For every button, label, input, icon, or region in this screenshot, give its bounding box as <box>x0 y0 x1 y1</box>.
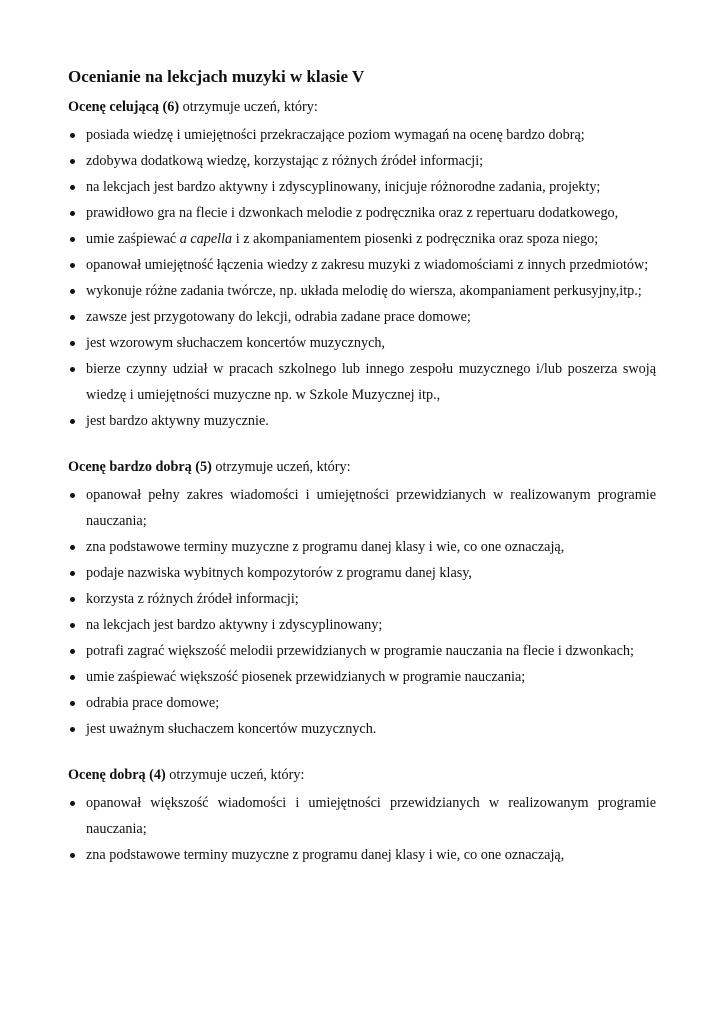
criteria-list <box>68 122 656 434</box>
grade-section-celujaca <box>68 96 656 434</box>
list-item: potrafi zagrać większość melodii przewidzianych w programie nauczania na flecie i dzwonkach; <box>68 638 656 664</box>
document-title: Ocenianie na lekcjach muzyki w klasie V <box>68 67 365 86</box>
section-heading-text: otrzymuje uczeń, który: <box>211 459 351 475</box>
list-item: na lekcjach jest bardzo aktywny i zdyscyplinowany, inicjuje różnorodne zadania, projekty; <box>68 174 656 200</box>
list-item-text: umie zaśpiewać <box>86 231 180 247</box>
list-item: bierze czynny udział w pracach szkolnego lub innego zespołu muzycznego i/lub poszerza swoją wiedzę i umiejętności muzyczne np. w Szkole Muzycznej itp., <box>68 356 656 408</box>
criteria-list <box>68 482 656 742</box>
list-item: na lekcjach jest bardzo aktywny i zdyscyplinowany; <box>68 612 656 638</box>
list-item: zawsze jest przygotowany do lekcji, odrabia zadane prace domowe; <box>68 304 656 330</box>
list-item: odrabia prace domowe; <box>68 690 656 716</box>
list-item: wykonuje różne zadania twórcze, np. układa melodię do wiersza, akompaniament perkusyjny,itp.; <box>68 278 656 304</box>
section-heading-text: otrzymuje uczeń, który: <box>179 99 318 115</box>
list-item: zna podstawowe terminy muzyczne z programu danej klasy i wie, co one oznaczają, <box>68 842 656 868</box>
list-item: opanował pełny zakres wiadomości i umiejętności przewidzianych w realizowanym programie nauczania; <box>68 482 656 534</box>
list-item: prawidłowo gra na flecie i dzwonkach melodie z podręcznika oraz z repertuaru dodatkowego, <box>68 200 656 226</box>
list-item: opanował większość wiadomości i umiejętności przewidzianych w realizowanym programie nauczania; <box>68 790 656 842</box>
section-heading-text: otrzymuje uczeń, który: <box>165 767 305 783</box>
list-item <box>68 226 656 252</box>
section-heading-grade: Ocenę celującą (6) <box>68 99 180 115</box>
list-item: podaje nazwiska wybitnych kompozytorów z programu danej klasy, <box>68 560 656 586</box>
section-heading <box>68 96 656 118</box>
grade-section-dobra <box>68 764 656 868</box>
section-heading <box>68 456 656 478</box>
list-item: zna podstawowe terminy muzyczne z programu danej klasy i wie, co one oznaczają, <box>68 534 656 560</box>
grade-section-bardzo-dobra <box>68 456 656 742</box>
list-item: jest wzorowym słuchaczem koncertów muzycznych, <box>68 330 656 356</box>
list-item-text: i z akompaniamentem piosenki z podręcznika oraz spoza niego; <box>232 231 599 247</box>
section-heading <box>68 764 656 786</box>
section-heading-grade: Ocenę bardzo dobrą (5) <box>68 459 212 475</box>
section-heading-grade: Ocenę dobrą (4) <box>68 767 166 783</box>
list-item: korzysta z różnych źródeł informacji; <box>68 586 656 612</box>
list-item: jest bardzo aktywny muzycznie. <box>68 408 656 434</box>
criteria-list <box>68 790 656 868</box>
list-item: posiada wiedzę i umiejętności przekraczające poziom wymagań na ocenę bardzo dobrą; <box>68 122 656 148</box>
list-item: opanował umiejętność łączenia wiedzy z zakresu muzyki z wiadomościami z innych przedmiotów; <box>68 252 656 278</box>
list-item: umie zaśpiewać większość piosenek przewidzianych w programie nauczania; <box>68 664 656 690</box>
list-item-italic-term: a capella <box>179 231 233 247</box>
list-item: zdobywa dodatkową wiedzę, korzystając z różnych źródeł informacji; <box>68 148 656 174</box>
document-page <box>68 66 656 868</box>
list-item: jest uważnym słuchaczem koncertów muzycznych. <box>68 716 656 742</box>
